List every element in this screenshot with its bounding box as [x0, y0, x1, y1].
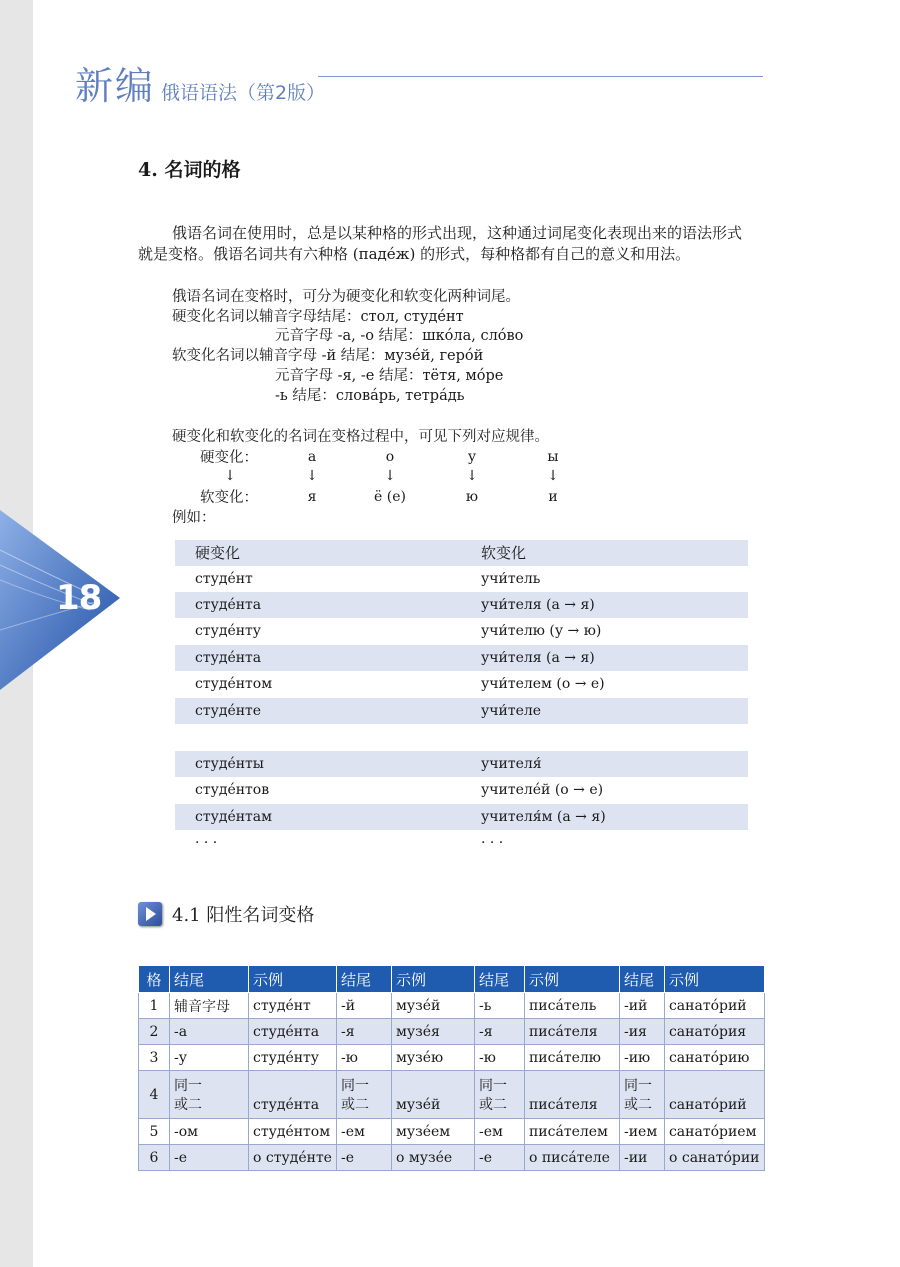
table-row: [175, 566, 748, 592]
table-row: [175, 618, 748, 644]
hard-vowel: у: [467, 449, 477, 465]
ending-cell: -ь: [474, 993, 524, 1019]
ellipsis: · · ·: [195, 835, 218, 851]
example-cell: писáтеля: [524, 1071, 619, 1119]
ellipsis: · · ·: [481, 835, 504, 851]
intro-line-endings: 俄语名词在变格时，可分为硬变化和软变化两种词尾。: [172, 289, 520, 305]
case-number: 2: [139, 1019, 170, 1045]
ending-cell: -е: [336, 1145, 391, 1171]
ending-cell: -я: [474, 1019, 524, 1045]
ending-cell: 同一 或二: [170, 1071, 249, 1119]
ending-cell: -ий: [619, 993, 664, 1019]
play-icon: [138, 902, 162, 926]
example-cell: студéнту: [249, 1045, 337, 1071]
arrow-down-icon: ↓: [306, 468, 318, 484]
table-row: [175, 804, 748, 830]
case-number: 1: [139, 993, 170, 1019]
hard-form: студéнта: [195, 597, 262, 613]
ending-cell: -е: [170, 1145, 249, 1171]
hard-form: студéнтам: [195, 809, 273, 825]
soft-form: учителя́: [481, 756, 542, 772]
ending-cell: -ем: [474, 1119, 524, 1145]
ending-cell: -ю: [336, 1045, 391, 1071]
arrow-down-icon: ↓: [547, 468, 559, 484]
soft-ending-consonant: 软变化名词以辅音字母 -й 结尾：музéй, герóй: [172, 348, 484, 364]
example-cell: студéнт: [249, 993, 337, 1019]
soft-form: учи́теля (а → я): [481, 650, 595, 666]
hard-vowel: о: [385, 449, 395, 465]
table-row: [139, 1145, 765, 1171]
hard-ending-vowel: 元音字母 -а, -о 结尾：шкóла, слóво: [275, 328, 524, 344]
running-header: [75, 55, 325, 110]
case-number: 5: [139, 1119, 170, 1145]
example-cell: студéнта: [249, 1071, 337, 1119]
example-cell: о писáтеле: [524, 1145, 619, 1171]
table-row: [175, 698, 748, 724]
table-header-row: [175, 540, 748, 566]
soft-form: учи́теля (а → я): [481, 597, 595, 613]
hard-form: студéнта: [195, 650, 262, 666]
hard-form: студéнтом: [195, 676, 273, 692]
example-cell: музéем: [391, 1119, 474, 1145]
soft-form: учи́телем (о → е): [481, 676, 605, 692]
soft-ending-soft-sign: -ь 结尾：словáрь, тетрáдь: [275, 388, 465, 404]
arrow-down-icon: ↓: [466, 468, 478, 484]
table-row: [175, 645, 748, 671]
hard-vowel: а: [307, 449, 317, 465]
table-row: [175, 751, 748, 777]
example-cell: музéя: [391, 1019, 474, 1045]
hard-form: студéнты: [195, 756, 264, 772]
ending-cell: 辅音字母: [170, 993, 249, 1019]
soft-form: учи́телю (у → ю): [481, 623, 602, 639]
hard-label: 硬变化：: [200, 450, 258, 466]
example-cell: санатóрию: [664, 1045, 764, 1071]
ending-cell: -ию: [619, 1045, 664, 1071]
intro-paragraph: 俄语名词在使用时，总是以某种格的形式出现，这种通过词尾变化表现出来的语法形式就是变格。俄语名词共有六种格 (падéж) 的形式，每种格都有自己的意义和用法。: [138, 224, 743, 263]
header-ending: 结尾: [336, 966, 391, 993]
example-cell: санатóрий: [664, 1071, 764, 1119]
header-ending: 结尾: [474, 966, 524, 993]
hard-form: студéнт: [195, 571, 253, 587]
subsection-heading: [138, 901, 314, 927]
arrow-down-icon: ↓: [384, 468, 396, 484]
table-row-ellipsis: [175, 830, 748, 856]
table-row: [139, 1119, 765, 1145]
example-cell: музéй: [391, 993, 474, 1019]
header-example: 示例: [664, 966, 764, 993]
header-example: 示例: [391, 966, 474, 993]
example-cell: студéнта: [249, 1019, 337, 1045]
table-row: [139, 1045, 765, 1071]
ending-cell: -ем: [336, 1119, 391, 1145]
header-soft: 软变化: [481, 544, 527, 562]
ending-cell: 同一 或二: [619, 1071, 664, 1119]
example-cell: писáтель: [524, 993, 619, 1019]
book-title-sub: 俄语语法（第2版）: [161, 82, 326, 104]
case-number: 6: [139, 1145, 170, 1171]
ending-cell: -ием: [619, 1119, 664, 1145]
masculine-declension-table: [138, 965, 765, 1171]
soft-form: учи́тель: [481, 571, 541, 587]
table-row: [175, 777, 748, 803]
table-row: [175, 671, 748, 697]
example-cell: писáтелем: [524, 1119, 619, 1145]
ending-cell: -ии: [619, 1145, 664, 1171]
hard-vowel: ы: [547, 449, 559, 465]
header-hard: 硬变化: [195, 544, 241, 562]
soft-ending-vowel: 元音字母 -я, -е 结尾：тётя, мóре: [275, 368, 504, 384]
example-cell: о музéе: [391, 1145, 474, 1171]
soft-vowel: ё (е): [374, 489, 406, 505]
header-ending: 结尾: [619, 966, 664, 993]
soft-vowel: и: [548, 489, 558, 505]
example-cell: санатóрием: [664, 1119, 764, 1145]
example-cell: санатóрия: [664, 1019, 764, 1045]
example-label: 例如：: [172, 510, 216, 526]
header-case: 格: [139, 966, 170, 993]
example-cell: о студéнте: [249, 1145, 337, 1171]
soft-form: учителéй (о → е): [481, 782, 604, 798]
header-rule: [318, 76, 763, 77]
table-row: [139, 1019, 765, 1045]
example-cell: писáтеля: [524, 1019, 619, 1045]
table-row: [139, 993, 765, 1019]
ending-cell: -ия: [619, 1019, 664, 1045]
ending-cell: 同一 或二: [474, 1071, 524, 1119]
hard-form: студéнтов: [195, 782, 270, 798]
ending-cell: -й: [336, 993, 391, 1019]
correspondence-intro: 硬变化和软变化的名词在变格过程中，可见下列对应规律。: [172, 429, 549, 445]
header-ending: 结尾: [170, 966, 249, 993]
hard-form: студéнте: [195, 703, 262, 719]
page-number: 18: [56, 578, 102, 618]
book-title-main: 新编: [75, 64, 156, 108]
arrow-down-icon: ↓: [224, 468, 236, 484]
table-header-row: [139, 966, 765, 993]
soft-form: учи́теле: [481, 703, 542, 719]
example-cell: музéю: [391, 1045, 474, 1071]
example-cell: студéнтом: [249, 1119, 337, 1145]
example-cell: о санатóрии: [664, 1145, 764, 1171]
ending-cell: -ом: [170, 1119, 249, 1145]
ending-cell: -е: [474, 1145, 524, 1171]
example-cell: писáтелю: [524, 1045, 619, 1071]
case-number: 4: [139, 1071, 170, 1119]
soft-label: 软变化：: [200, 490, 258, 506]
ending-cell: -а: [170, 1019, 249, 1045]
example-cell: санатóрий: [664, 993, 764, 1019]
subsection-title: 4.1 阳性名词变格: [172, 905, 315, 926]
header-example: 示例: [524, 966, 619, 993]
ending-cell: -ю: [474, 1045, 524, 1071]
hard-ending-consonant: 硬变化名词以辅音字母结尾：стол, студéнт: [172, 309, 464, 325]
table-row: [139, 1071, 765, 1119]
ending-cell: -я: [336, 1019, 391, 1045]
header-example: 示例: [249, 966, 337, 993]
ending-cell: 同一 或二: [336, 1071, 391, 1119]
ending-cell: -у: [170, 1045, 249, 1071]
case-number: 3: [139, 1045, 170, 1071]
soft-form: учителя́м (а → я): [481, 809, 606, 825]
table-row: [175, 592, 748, 618]
soft-vowel: я: [307, 489, 317, 505]
hard-form: студéнту: [195, 623, 262, 639]
example-cell: музéй: [391, 1071, 474, 1119]
soft-vowel: ю: [465, 489, 479, 505]
section-title: 4. 名词的格: [138, 159, 241, 181]
